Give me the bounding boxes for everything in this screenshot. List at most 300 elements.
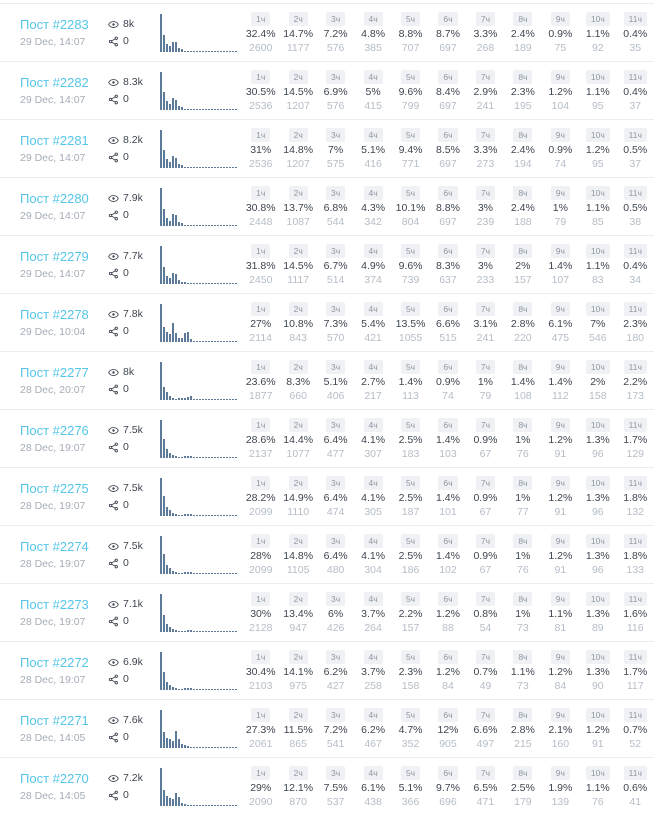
spark-bar (223, 689, 225, 690)
hour-columns (242, 62, 654, 119)
hour-count: 117 (626, 679, 644, 692)
hour-pct: 1.2% (548, 434, 573, 447)
spark-bar (235, 109, 237, 110)
shares-stat (108, 499, 156, 511)
spark-bar (208, 109, 210, 110)
post-link[interactable]: Пост #2277 (20, 365, 89, 380)
hour-pct: 1.2% (436, 666, 460, 679)
hour-pct: 1.3% (585, 434, 610, 447)
share-icon (108, 210, 119, 221)
spark-bar (223, 341, 225, 342)
spark-bar (214, 341, 216, 342)
hour-cell (392, 468, 429, 525)
spark-bar (202, 399, 204, 400)
hour-cell (542, 120, 579, 177)
hour-badge: 5ч (401, 708, 420, 723)
hour-cell (279, 178, 316, 235)
hour-count: 1110 (287, 505, 310, 518)
hour-count: 570 (326, 331, 345, 344)
spark-bar (211, 109, 213, 110)
hour-cell (354, 178, 391, 235)
spark-bar (160, 188, 162, 226)
hour-pct: 4.1% (361, 492, 386, 505)
hour-pct: 6.7% (323, 260, 348, 273)
post-link[interactable]: Пост #2279 (20, 249, 89, 264)
hour-pct: 9.6% (398, 86, 423, 99)
spark-bar (199, 341, 201, 342)
spark-bar (199, 457, 201, 458)
spark-bar (178, 515, 180, 516)
spark-bar (220, 515, 222, 516)
hour-count: 104 (551, 99, 570, 112)
spark-bar (211, 283, 213, 284)
hour-pct: 2% (515, 260, 531, 273)
hour-pct: 2.1% (548, 724, 573, 737)
hour-badge: 5ч (401, 186, 420, 201)
spark-bar (169, 568, 171, 574)
hour-cell (354, 758, 391, 815)
hour-badge: 5ч (401, 244, 420, 259)
hour-count: 96 (591, 447, 604, 460)
hour-pct: 2.5% (398, 434, 423, 447)
hour-columns (242, 294, 654, 351)
hour-cell (467, 584, 504, 641)
spark-bar (220, 225, 222, 226)
hour-count: 180 (626, 331, 645, 344)
hour-badge: 1ч (251, 12, 270, 27)
hour-pct: 12% (437, 724, 459, 737)
spark-bar (175, 333, 177, 342)
hour-pct: 6.6% (436, 318, 460, 331)
hour-count: 696 (439, 795, 457, 808)
spark-bar (160, 536, 162, 574)
hour-badge: 9ч (551, 302, 570, 317)
hour-cell (392, 642, 429, 699)
views-count: 7.6k (123, 714, 143, 726)
hour-cell (392, 352, 429, 409)
views-stat (108, 192, 156, 204)
hour-pct: 1% (515, 492, 531, 505)
hour-badge: 1ч (251, 186, 270, 201)
spark-bar (229, 747, 231, 748)
hour-count: 220 (514, 331, 532, 344)
spark-bar (190, 51, 192, 52)
share-icon (108, 790, 119, 801)
spark-bar (235, 689, 237, 690)
spark-bar (160, 246, 162, 284)
spark-bar (232, 689, 234, 690)
hour-pct: 4.8% (361, 28, 386, 41)
hour-count: 52 (629, 737, 642, 750)
shares-count: 0 (123, 151, 129, 163)
spark-bar (163, 615, 165, 632)
hour-badge: 9ч (551, 186, 570, 201)
hour-count: 67 (479, 563, 492, 576)
spark-bar (196, 225, 198, 226)
spark-bar (211, 689, 213, 690)
hour-cell (504, 4, 541, 61)
spark-bar (214, 109, 216, 110)
hour-badge: 2ч (289, 12, 308, 27)
spark-bar (163, 732, 165, 748)
spark-bar (178, 573, 180, 574)
spark-bar (190, 805, 192, 806)
spark-bar (205, 805, 207, 806)
hour-badge: 2ч (289, 360, 308, 375)
hour-pct: 0.9% (473, 492, 498, 505)
hour-badge: 3ч (326, 302, 345, 317)
spark-bar (163, 672, 165, 690)
post-link[interactable]: Пост #2281 (20, 133, 89, 148)
hour-count: 1055 (398, 331, 423, 344)
spark-bar (226, 573, 228, 574)
hour-cell (542, 294, 579, 351)
spark-bar (199, 225, 201, 226)
post-link[interactable]: Пост #2282 (20, 75, 89, 90)
views-count: 7.5k (123, 540, 143, 552)
hour-badge: 7ч (476, 244, 495, 259)
hour-badge: 2ч (289, 128, 308, 143)
post-row (0, 351, 654, 409)
post-info (20, 642, 90, 699)
spark-bar (172, 214, 174, 226)
post-link[interactable]: Пост #2275 (20, 481, 89, 496)
hour-badge: 8ч (513, 708, 532, 723)
sparkline-chart (156, 352, 242, 409)
spark-bar (163, 327, 165, 342)
hour-pct: 31% (250, 144, 272, 157)
hour-badge: 11ч (624, 128, 647, 143)
hour-cell (504, 468, 541, 525)
hour-count: 421 (364, 331, 382, 344)
hour-count: 947 (289, 621, 307, 634)
spark-bar (208, 283, 210, 284)
hour-pct: 0.4% (623, 260, 648, 273)
hour-cell (242, 758, 279, 815)
post-link[interactable]: Пост #2278 (20, 307, 89, 322)
spark-bar (184, 804, 186, 806)
hour-pct: 14.1% (283, 666, 314, 679)
eye-icon (108, 773, 119, 784)
hour-badge: 1ч (251, 70, 270, 85)
spark-bar (175, 399, 177, 400)
spark-bar (175, 215, 177, 226)
hour-pct: 7.3% (323, 318, 348, 331)
hour-count: 96 (591, 563, 604, 576)
hour-badge: 8ч (513, 418, 532, 433)
hour-badge: 4ч (364, 418, 383, 433)
post-stats (108, 468, 156, 525)
hour-count: 73 (517, 621, 529, 634)
hour-badge: 9ч (551, 766, 570, 781)
spark-bar (169, 221, 171, 226)
spark-bar (175, 42, 177, 52)
hour-cell (504, 352, 541, 409)
hour-cell (579, 4, 616, 61)
share-icon (108, 384, 119, 395)
spark-bar (229, 225, 231, 226)
spark-bar (226, 399, 228, 400)
views-count: 7.2k (123, 772, 143, 784)
spark-bar (208, 341, 210, 342)
views-stat (108, 656, 156, 668)
hour-count: 865 (289, 737, 307, 750)
spark-bar (166, 159, 168, 168)
views-count: 8k (123, 18, 135, 30)
views-stat (108, 424, 156, 436)
hour-badge: 9ч (551, 12, 570, 27)
hour-count: 77 (517, 505, 529, 518)
hour-badge: 3ч (326, 70, 345, 85)
eye-icon (108, 657, 119, 668)
hour-count: 217 (364, 389, 382, 402)
spark-bar (187, 805, 189, 806)
hour-badge: 3ч (326, 128, 345, 143)
share-icon (108, 558, 119, 569)
spark-bar (235, 51, 237, 52)
hour-cell (579, 62, 616, 119)
hour-cell (429, 120, 466, 177)
spark-bar (226, 225, 228, 226)
shares-count: 0 (123, 93, 129, 105)
spark-bar (199, 631, 201, 632)
spark-bar (235, 225, 237, 226)
spark-bar (235, 457, 237, 458)
hour-cell (542, 178, 579, 235)
eye-icon (108, 425, 119, 436)
spark-bar (160, 72, 162, 110)
hour-badge: 10ч (586, 128, 610, 143)
hour-pct: 14.8% (283, 144, 314, 157)
hour-pct: 0.8% (473, 608, 498, 621)
hour-count: 157 (514, 273, 532, 286)
post-link[interactable]: Пост #2283 (20, 17, 89, 32)
spark-bar (172, 799, 174, 806)
hour-count: 132 (626, 505, 645, 518)
spark-bar (199, 805, 201, 806)
hour-pct: 8.7% (436, 28, 460, 41)
spark-bar (163, 35, 165, 52)
views-stat (108, 76, 156, 88)
hour-columns (242, 700, 654, 757)
hour-count: 108 (514, 389, 532, 402)
hour-count: 75 (554, 41, 567, 54)
post-info (20, 584, 90, 641)
hour-cell (579, 642, 616, 699)
spark-bar (211, 167, 213, 168)
sparkline-chart (156, 236, 242, 293)
spark-bar (226, 51, 228, 52)
hour-cell (467, 294, 504, 351)
hour-count: 158 (589, 389, 607, 402)
hour-cell (242, 526, 279, 583)
hour-pct: 1.4% (436, 492, 460, 505)
hour-cell (242, 294, 279, 351)
hour-cell (504, 642, 541, 699)
spark-bar (190, 283, 192, 284)
spark-bar (166, 624, 168, 632)
hour-cell (317, 526, 354, 583)
hour-cell (279, 236, 316, 293)
spark-bar (172, 98, 174, 110)
spark-bar (211, 573, 213, 574)
hour-count: 268 (476, 41, 495, 54)
hour-badge: 10ч (586, 476, 610, 491)
spark-bar (178, 48, 180, 52)
spark-bar (223, 51, 225, 52)
hour-badge: 3ч (326, 708, 345, 723)
hour-badge: 11ч (624, 708, 647, 723)
spark-bar (190, 688, 192, 690)
spark-bar (226, 631, 228, 632)
hour-cell (542, 410, 579, 467)
hour-pct: 2.3% (623, 318, 648, 331)
eye-icon (108, 367, 119, 378)
spark-bar (166, 44, 168, 52)
hour-cell (617, 120, 654, 177)
spark-bar (193, 747, 195, 748)
spark-bar (232, 167, 234, 168)
hour-badge: 10ч (586, 418, 610, 433)
hour-badge: 7ч (476, 708, 495, 723)
hour-badge: 1ч (251, 360, 270, 375)
spark-bar (214, 689, 216, 690)
spark-bar (196, 109, 198, 110)
post-link[interactable]: Пост #2271 (20, 713, 89, 728)
hour-pct: 1.3% (585, 666, 610, 679)
hour-badge: 7ч (476, 418, 495, 433)
hour-pct: 9.7% (436, 782, 460, 795)
hour-cell (542, 700, 579, 757)
post-link[interactable]: Пост #2274 (20, 539, 89, 554)
hour-cell (579, 468, 616, 525)
spark-bar (220, 51, 222, 52)
spark-bar (217, 167, 219, 168)
hour-badge: 6ч (438, 244, 457, 259)
hour-badge: 5ч (401, 12, 420, 27)
hour-badge: 11ч (624, 186, 647, 201)
hour-badge: 10ч (586, 186, 610, 201)
hour-pct: 8.4% (436, 86, 460, 99)
spark-bar (235, 573, 237, 574)
hour-badge: 7ч (476, 534, 495, 549)
hour-cell (504, 758, 541, 815)
hour-cell (429, 468, 466, 525)
hour-count: 139 (551, 795, 570, 808)
spark-bar (190, 225, 192, 226)
spark-bar (190, 396, 192, 400)
hour-columns (242, 120, 654, 177)
hour-badge: 2ч (289, 592, 308, 607)
spark-bar (211, 631, 213, 632)
views-stat (108, 308, 156, 320)
hour-count: 374 (364, 273, 382, 286)
spark-bar (169, 510, 171, 516)
post-link[interactable]: Пост #2280 (20, 191, 89, 206)
hour-cell (392, 410, 429, 467)
spark-bar (196, 515, 198, 516)
post-date: 28 Dec, 20:07 (20, 384, 86, 396)
post-row (0, 699, 654, 757)
hour-cell (279, 468, 316, 525)
post-row (0, 757, 654, 815)
hour-cell (317, 178, 354, 235)
hour-badge: 7ч (476, 128, 495, 143)
post-link[interactable]: Пост #2273 (20, 597, 89, 612)
hour-badge: 2ч (289, 186, 308, 201)
spark-bar (229, 399, 231, 400)
hour-cell (542, 526, 579, 583)
hour-pct: 27.3% (245, 724, 276, 737)
hour-pct: 2.3% (510, 86, 535, 99)
spark-bar (217, 51, 219, 52)
hour-cell (504, 236, 541, 293)
hour-badge: 6ч (438, 418, 457, 433)
shares-count: 0 (123, 789, 129, 801)
spark-bar (199, 747, 201, 748)
hour-count: 194 (514, 157, 532, 170)
post-link[interactable]: Пост #2270 (20, 771, 89, 786)
hour-count: 239 (476, 215, 495, 228)
hour-badge: 11ч (624, 360, 647, 375)
shares-stat (108, 615, 156, 627)
hour-count: 307 (364, 447, 382, 460)
hour-cell (617, 410, 654, 467)
post-link[interactable]: Пост #2272 (20, 655, 89, 670)
hour-pct: 7.5% (323, 782, 348, 795)
spark-bar (169, 278, 171, 284)
hour-badge: 9ч (551, 360, 570, 375)
spark-bar (163, 790, 165, 806)
hour-badge: 4ч (364, 12, 383, 27)
spark-bar (184, 51, 186, 52)
spark-bar (214, 631, 216, 632)
hour-badge: 7ч (476, 70, 495, 85)
hour-cell (392, 700, 429, 757)
spark-bar (223, 167, 225, 168)
hour-pct: 4.3% (361, 202, 386, 215)
spark-bar (217, 573, 219, 574)
hour-badge: 8ч (513, 128, 532, 143)
post-link[interactable]: Пост #2276 (20, 423, 89, 438)
spark-bar (235, 341, 237, 342)
views-count: 7.5k (123, 482, 143, 494)
spark-bar (184, 745, 186, 748)
hour-count: 1207 (286, 157, 310, 170)
hour-cell (542, 758, 579, 815)
hour-count: 2061 (249, 737, 273, 750)
hour-pct: 13.7% (283, 202, 314, 215)
spark-bar (235, 399, 237, 400)
spark-bar (181, 689, 183, 690)
hour-pct: 6.1% (548, 318, 573, 331)
hour-count: 188 (514, 215, 532, 228)
hour-pct: 6% (328, 608, 344, 621)
hour-badge: 3ч (326, 418, 345, 433)
hour-count: 576 (326, 99, 345, 112)
hour-badge: 10ч (586, 360, 610, 375)
spark-bar (163, 209, 165, 226)
spark-bar (196, 341, 198, 342)
spark-bar (217, 457, 219, 458)
hour-cell (542, 468, 579, 525)
hour-count: 101 (439, 505, 457, 518)
hour-columns (242, 236, 654, 293)
post-stats (108, 178, 156, 235)
spark-bar (208, 573, 210, 574)
shares-count: 0 (123, 209, 129, 221)
hour-pct: 28.6% (245, 434, 276, 447)
